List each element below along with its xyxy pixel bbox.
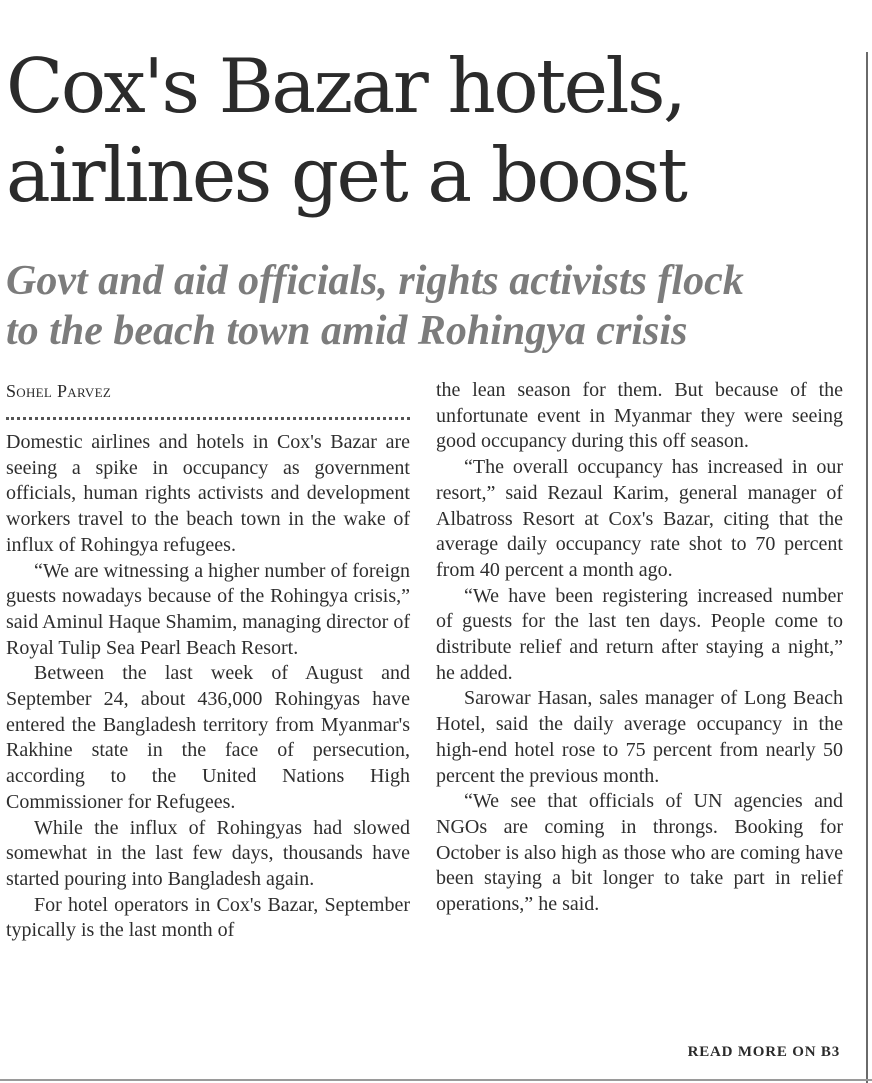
paragraph: While the influx of Rohingyas had slowed somewhat in the last few days, thousands have started pouring into Bangladesh again.	[6, 816, 410, 890]
article-column-left	[6, 430, 410, 944]
subheadline-line: Govt and aid officials, rights activists flock	[6, 258, 744, 304]
paragraph: Domestic airlines and hotels in Cox's Bazar are seeing a spike in occupancy as government officials, human rights activists and development workers travel to the beach town in the wake of influx of Rohingya refugees.	[6, 431, 410, 556]
subheadline	[6, 256, 856, 356]
bottom-rule	[0, 1079, 872, 1081]
read-more-link[interactable]: READ MORE ON B3	[687, 1044, 840, 1060]
paragraph: the lean season for them. But because of the unfortunate event in Myanmar they were seeing good occupancy during this off season.	[436, 379, 843, 453]
headline-line: airlines get a boost	[6, 131, 686, 219]
article-column-right	[436, 378, 843, 918]
headline	[6, 42, 856, 220]
dotted-divider	[6, 417, 410, 420]
paragraph: Sarowar Hasan, sales manager of Long Beach Hotel, said the daily average occupancy in the high-end hotel rose to 75 percent from nearly 50 percent the previous month.	[436, 687, 843, 787]
paragraph: Between the last week of August and September 24, about 436,000 Rohingyas have entered the Bangladesh territory from Myanmar's Rakhine state in the face of persecution, according to the United Nations High Commissioner for Refugees.	[6, 662, 410, 813]
paragraph: “We have been registering increased number of guests for the last ten days. People come to distribute relief and return after staying a night,” he added.	[436, 584, 843, 684]
paragraph: “The overall occupancy has increased in our resort,” said Rezaul Karim, general manager of Albatross Resort at Cox's Bazar, citing that the average daily occupancy rate shot to 70 percent from 40 percent a month ago.	[436, 456, 843, 581]
paragraph: “We see that officials of UN agencies and NGOs are coming in throngs. Booking for October is also high as those who are coming have been staying a bit longer to take part in relief operations,” he said.	[436, 790, 843, 916]
paragraph: For hotel operators in Cox's Bazar, September typically is the last month of	[6, 893, 410, 942]
paragraph: “We are witnessing a higher number of foreign guests nowadays because of the Rohingya crisis,” said Aminul Haque Shamim, managing director of Royal Tulip Sea Pearl Beach Resort.	[6, 559, 410, 659]
subheadline-line: to the beach town amid Rohingya crisis	[6, 308, 688, 354]
headline-line: Cox's Bazar hotels,	[6, 42, 685, 130]
column-rule	[866, 52, 868, 1083]
byline: Sohel Parvez	[6, 381, 112, 401]
